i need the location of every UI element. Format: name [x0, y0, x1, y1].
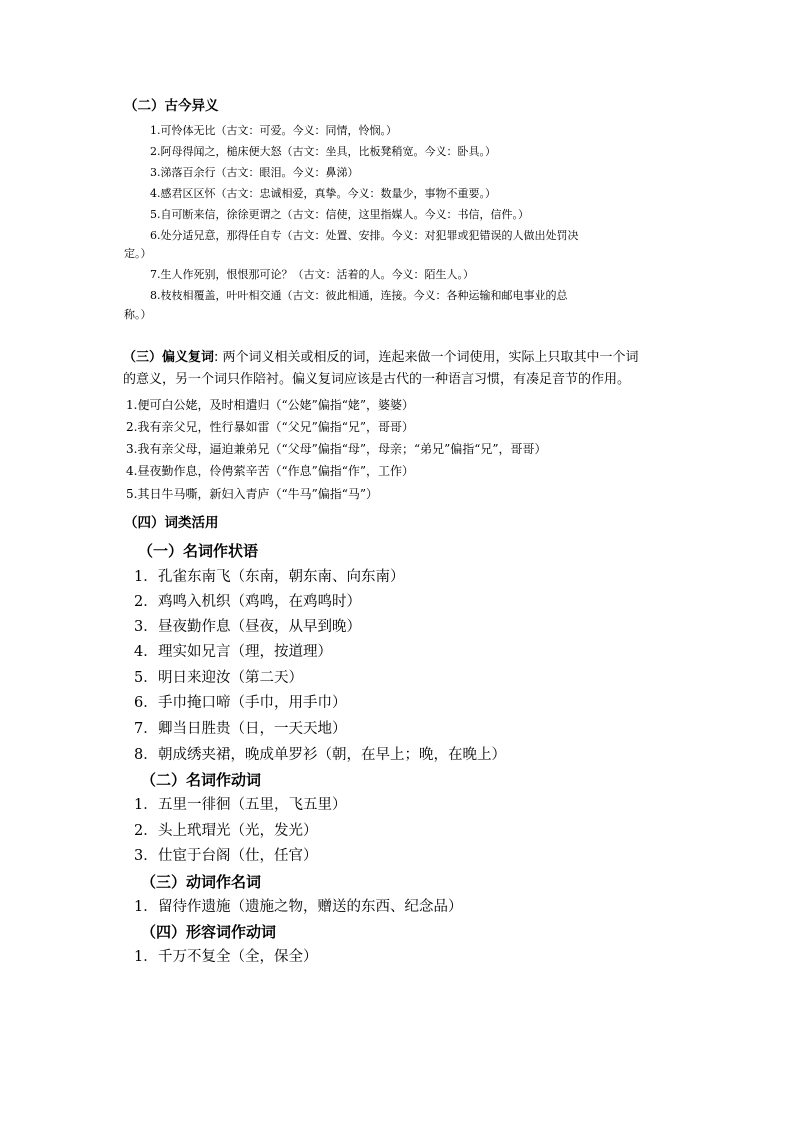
- list-item: 1．留待作遗施（遗施之物，赠送的东西、纪念品）: [134, 899, 463, 915]
- list-item: 3．仕宦于台阁（仕，任官）: [134, 848, 318, 864]
- list-item: 7．卿当日胜贵（日，一天天地）: [134, 721, 347, 737]
- list-item: 5．明日来迎汝（第二天）: [134, 670, 303, 686]
- list-item: 5.其日牛马嘶，新妇入青庐（“牛马”偏指“马”）: [126, 487, 378, 501]
- intro-line-2: 的意义，另一个词只作陪衬。偏义复词应该是古代的一种语言习惯，有凑足音节的作用。: [123, 372, 631, 387]
- list-item: 4.感君区区怀（古文：忠诚相爱，真挚。今义：数量少，事物不重要。）: [150, 187, 496, 200]
- section-heading-ancient-modern-meaning: （二）古今异义: [124, 98, 219, 114]
- list-item: 1．千万不复全（全，保全）: [134, 949, 318, 965]
- heading-colon: :: [214, 350, 219, 365]
- list-item: 8．朝成绣夹裙，晚成单罗衫（朝，在早上；晚，在晚上）: [134, 747, 506, 763]
- subsection-heading: （四）形容词作动词: [141, 923, 277, 941]
- list-item: 2．头上玳瑁光（光，发光）: [134, 823, 318, 839]
- list-item: 4.昼夜勤作息，伶俜萦辛苦（“作息”偏指“作”，工作）: [126, 464, 414, 478]
- section-heading-partial-synonym: （三）偏义复词: [123, 350, 215, 365]
- section-description: 两个词义相关或相反的词，连起来做一个词使用，实际上只取其中一个词: [222, 350, 639, 365]
- list-item: 1．孔雀东南飞（东南，朝东南、向东南）: [134, 569, 405, 585]
- section-partial-synonym-intro: [123, 347, 683, 391]
- list-item: 5.自可断来信，徐徐更谓之（古文：信使，这里指媒人。今义：书信，信件。）: [150, 208, 529, 221]
- list-item: 2.我有亲父兄，性行暴如雷（“父兄”偏指“兄”，哥哥）: [126, 420, 414, 434]
- subsection-heading: （三）动词作名词: [141, 873, 262, 891]
- list-item-continuation: 定。）: [124, 247, 152, 260]
- intro-line-1: [123, 347, 683, 369]
- list-item: 3.我有亲父母，逼迫兼弟兄（“父母”偏指“母”，母亲；“弟兄”偏指“兄”，哥哥）: [126, 442, 547, 456]
- list-item: 1.便可白公姥，及时相遣归（“公姥”偏指“姥”，婆婆）: [126, 398, 414, 412]
- subsection-heading: （一）名词作状语: [138, 542, 259, 560]
- list-item: 2.阿母得闻之，槌床便大怒（古文：坐具，比板凳稍宽。今义：卧具。）: [150, 145, 496, 158]
- list-item: 3．昼夜勤作息（昼夜，从早到晚）: [134, 619, 361, 635]
- list-item: 8.枝枝相覆盖，叶叶相交通（古文：彼此相通，连接。今义：各种运输和邮电事业的总: [150, 289, 568, 302]
- list-item: 4．理实如兄言（理，按道理）: [134, 644, 332, 660]
- list-item: 6.处分适兄意，那得任自专（古文：处置、安排。今义：对犯罪或犯错误的人做出处罚决: [150, 229, 579, 242]
- list-item: 2．鸡鸣入机织（鸡鸣，在鸡鸣时）: [134, 594, 361, 610]
- subsection-heading: （二）名词作动词: [141, 771, 262, 789]
- section-heading-word-class-usage: （四）词类活用: [124, 515, 219, 531]
- list-item: 1.可怜体无比（古文：可爱。今义：同情，怜悯。）: [150, 124, 397, 137]
- list-item: 6．手巾掩口啼（手巾，用手巾）: [134, 695, 347, 711]
- list-item: 7.生人作死别，恨恨那可论？（古文：活着的人。今义：陌生人。）: [150, 268, 474, 281]
- list-item: 3.涕落百余行（古文：眼泪。今义：鼻涕）: [150, 166, 359, 179]
- list-item-continuation: 称。）: [124, 308, 152, 321]
- list-item: 1．五里一徘徊（五里，飞五里）: [134, 797, 347, 813]
